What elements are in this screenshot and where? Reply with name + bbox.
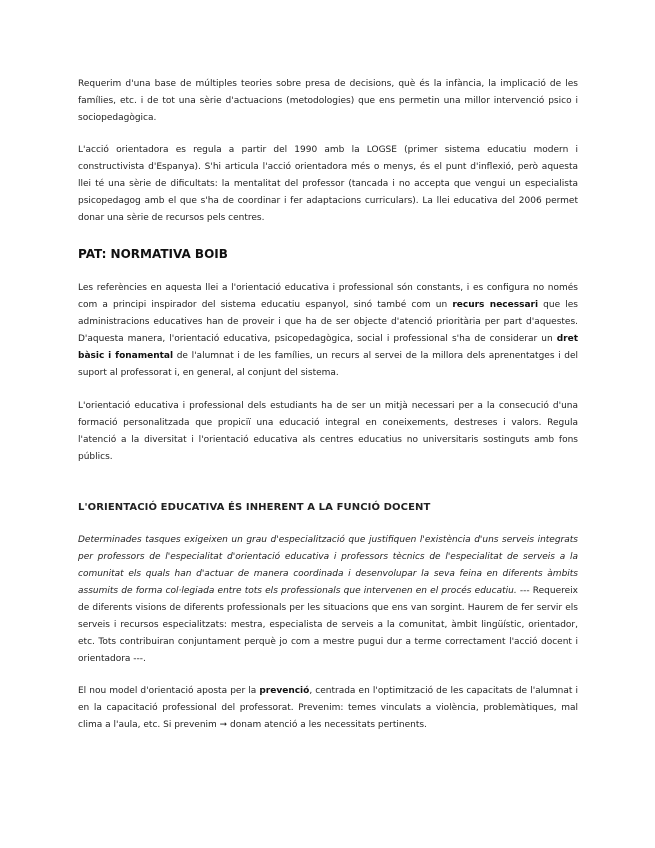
paragraph-referencies	[78, 280, 578, 382]
heading-inherent-funcio-docent: L'ORIENTACIÓ EDUCATIVA ÉS INHERENT A LA FUNCIÓ DOCENT	[78, 502, 431, 513]
paragraph-nou-model	[78, 683, 578, 734]
text-run: --- Requereix de diferents visions de diferents professionals per les situacions que ens van sorgint. Haurem de fer servir els serveis i recursos especialitzats: mestra, especialista de serveis a la comunitat, àmbit lingüístic, orientador, etc. Tots contribuiran conjuntament perquè jo com a mestre pugui dur a terme correctament l'acció docent i orientadora ---.	[78, 586, 579, 664]
paragraph-theories: Requerim d'una base de múltiples teories sobre presa de decisions, què és la infància, la implicació de les famílies, etc. i de tot una sèrie d'actuacions (metodologies) que ens permetin una millor intervenció psico i sociopedagògica.	[78, 79, 578, 123]
text-run: que les administracions educatives han de proveir i que ha de ser objecte d'atenció prioritària per part d'aquestes. D'aquesta manera, l'orientació educativa, psicopedagògica, social i professional s'ha de considerar un	[78, 300, 578, 344]
bold-prevencio: prevenció	[259, 686, 310, 696]
text-run: , centrada en l'optimització de les capacitats de l'alumnat i en la capacitació professional del professorat. Prevenim: temes vinculats a violència, problemàtiques, mal clima a l'aula, etc. Si prevenim ➞ donam atenció a les necessitats pertinents.	[78, 686, 578, 730]
heading-pat-normativa: PAT: NORMATIVA BOIB	[78, 247, 228, 261]
text-run: de l'alumnat i de les famílies, un recurs al servei de la millora dels aprenentatges i del suport al professorat i, en general, al conjunt del sistema.	[78, 351, 579, 378]
italic-quote: Determinades tasques exigeixen un grau d'especialització que justifiquen l'existència d'uns serveis integrats per professors de l'especialitat d'orientació educativa i professors tècnics de l'especialitat de serveis a la comunitat els quals han d'actuar de manera coordinada i desenvolupar la seva feina en diferents àmbits assumits de forma col·legiada entre tots els professionals que intervenen en el procés educatiu.	[78, 535, 578, 596]
paragraph-orientacio-estudiants: L'orientació educativa i professional dels estudiants ha de ser un mitjà necessari per a la consecució d'una formació personalitzada que propiciï una educació integral en coneixements, destreses i valors. Regula l'atenció a la diversitat i l'orientació educativa als centres educatius no universitaris sostinguts amb fons públics.	[78, 401, 578, 462]
bold-dret-basic: dret bàsic i fonamental	[78, 334, 578, 361]
paragraph-tasques-especialitzacio	[78, 532, 578, 668]
bold-recurs-necessari: recurs necessari	[452, 300, 539, 310]
paragraph-logse: L'acció orientadora es regula a partir del 1990 amb la LOGSE (primer sistema educatiu modern i constructivista d'Espanya). S'hi articula l'acció orientadora més o menys, és el punt d'inflexió, però aquesta llei té una sèrie de dificultats: la mentalitat del professor (tancada i no accepta que vengui un especialista psicopedagog amb el que s'ha de coordinar i fer adaptacions curriculars). La llei educativa del 2006 permet donar una sèrie de recursos pels centres.	[78, 145, 578, 223]
text-run: El nou model d'orientació aposta per la	[78, 686, 260, 696]
text-run: Les referències en aquesta llei a l'orientació educativa i professional són constants, i es configura no només com a principi inspirador del sistema educatiu espanyol, sinó també com un	[78, 283, 578, 310]
